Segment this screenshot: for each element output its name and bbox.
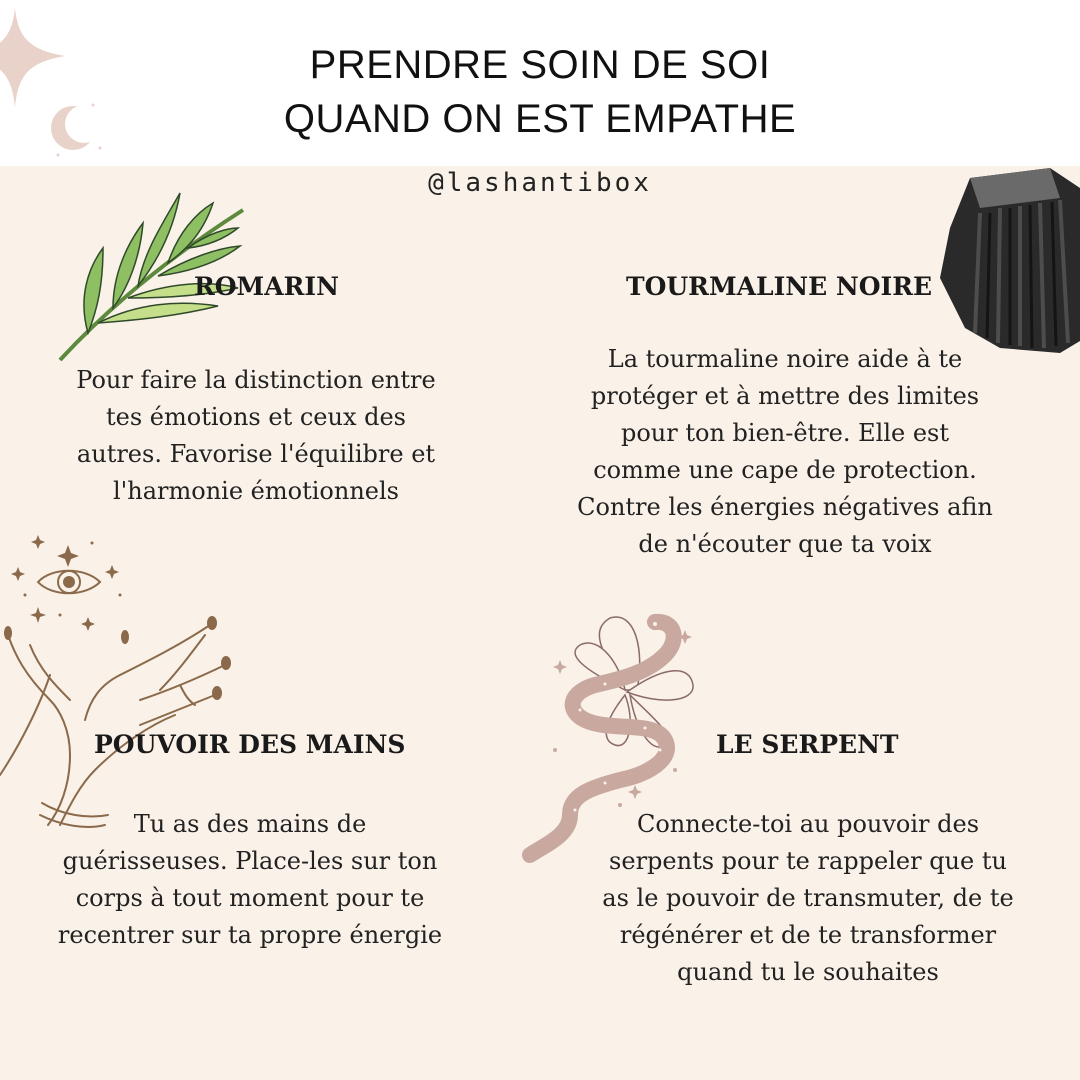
text-line: comme une cape de protection. [593, 456, 977, 484]
text-line: autres. Favorise l'équilibre et [76, 440, 436, 468]
text-line: corps à tout moment pour te [75, 884, 425, 912]
text-line: guérisseuses. Place-les sur ton [62, 847, 438, 875]
text-line: régénérer et de te transformer [619, 921, 997, 949]
text-line: as le pouvoir de transmuter, de te [602, 884, 1014, 912]
text-line: Tu as des mains de [133, 810, 367, 838]
section-text-romarin [46, 362, 466, 510]
title-line-1: PRENDRE SOIN DE SOI [309, 43, 771, 87]
section-heading-romarin: ROMARIN [194, 272, 339, 301]
text-line: recentrer sur ta propre énergie [57, 921, 443, 949]
text-line: Connecte-toi au pouvoir des [636, 810, 980, 838]
text-line: Pour faire la distinction entre [76, 366, 436, 394]
text-line: pour ton bien-être. Elle est [620, 419, 949, 447]
section-heading-serpent: LE SERPENT [716, 730, 899, 759]
text-line: tes émotions et ceux des [106, 403, 406, 431]
section-heading-tourmaline: TOURMALINE NOIRE [626, 272, 933, 301]
section-text-mains [40, 806, 460, 954]
text-line: de n'écouter que ta voix [638, 530, 932, 558]
text-line: quand tu le souhaites [677, 958, 939, 986]
section-text-tourmaline [560, 341, 1010, 563]
social-handle: @lashantibox [428, 168, 652, 198]
text-line: La tourmaline noire aide à te [607, 345, 963, 373]
section-heading-mains: POUVOIR DES MAINS [94, 730, 406, 759]
black-tourmaline-icon [940, 168, 1080, 358]
text-line: Contre les énergies négatives afin [577, 493, 993, 521]
section-text-serpent [583, 806, 1033, 991]
text-line: protéger et à mettre des limites [590, 382, 980, 410]
text-line: serpents pour te rappeler que tu [609, 847, 1007, 875]
text-line: l'harmonie émotionnels [113, 477, 399, 505]
page-title [0, 38, 1080, 146]
title-line-2: QUAND ON EST EMPATHE [283, 97, 797, 141]
